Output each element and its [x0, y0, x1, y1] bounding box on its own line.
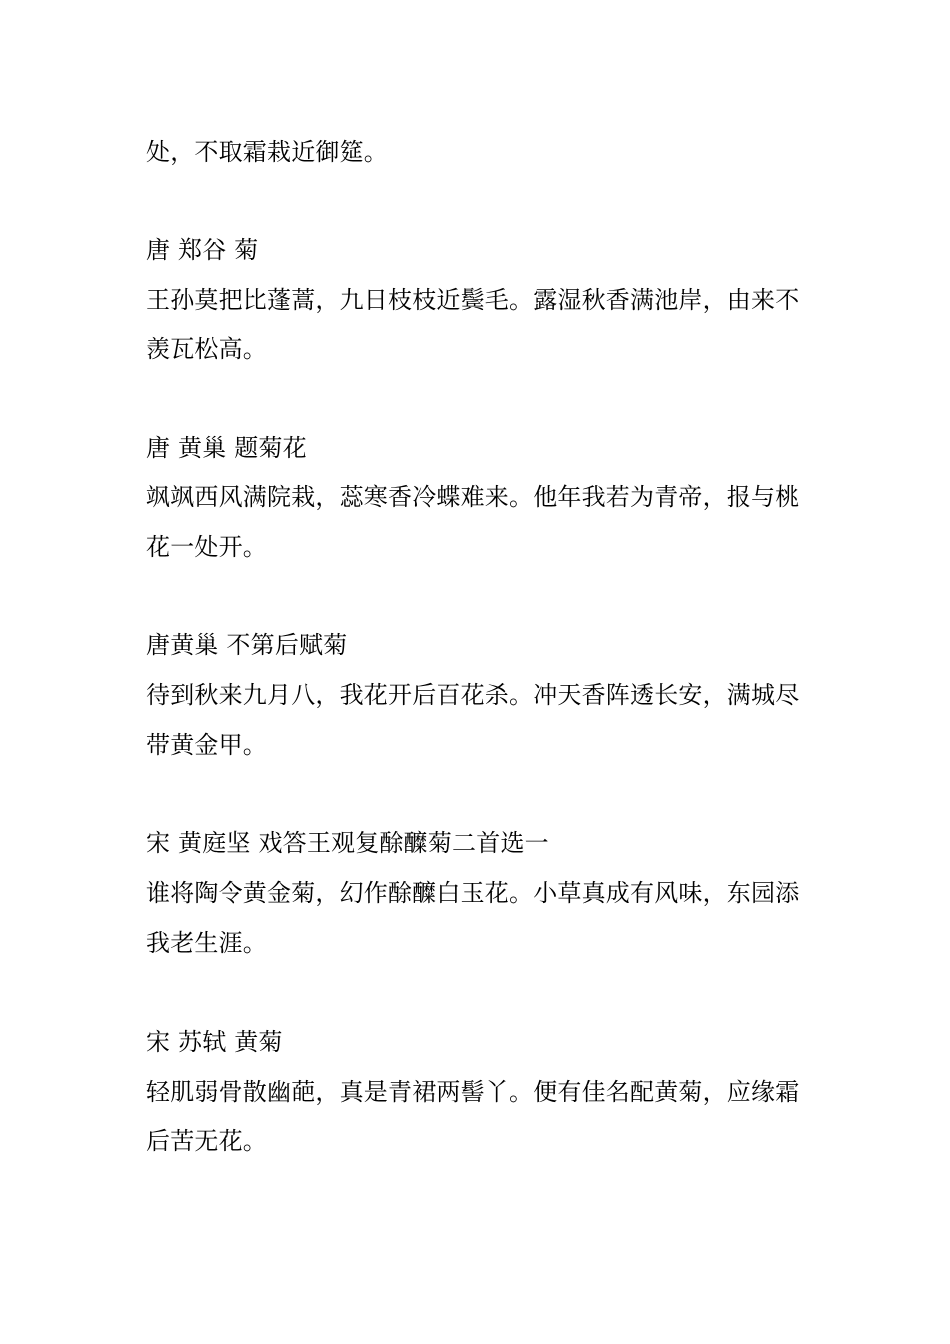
poem-line: 飒飒西风满院栽，蕊寒香冷蝶难来。他年我若为青帝，报与桃	[146, 483, 800, 511]
document-page	[146, 0, 811, 1344]
poem-line: 羡瓦松高。	[146, 335, 267, 363]
poem-line: 我老生涯。	[146, 929, 267, 957]
poem-line: 带黄金甲。	[146, 731, 267, 759]
poem-line: 轻肌弱骨散幽葩，真是青裙两髻丫。便有佳名配黄菊，应缘霜	[146, 1078, 800, 1106]
poem-line: 王孙莫把比蓬蒿，九日枝枝近鬓毛。露湿秋香满池岸，由来不	[146, 286, 800, 314]
poem-heading: 唐 郑谷 菊	[146, 236, 259, 264]
poem-heading: 唐黄巢 不第后赋菊	[146, 631, 348, 659]
poem-line: 谁将陶令黄金菊，幻作酴醾白玉花。小草真成有风味，东园添	[146, 879, 800, 907]
poem-line: 待到秋来九月八，我花开后百花杀。冲天香阵透长安，满城尽	[146, 681, 800, 709]
poem-heading: 宋 黄庭坚 戏答王观复酴醾菊二首选一	[146, 829, 549, 857]
poem-line: 花一处开。	[146, 533, 267, 561]
poem-heading: 唐 黄巢 题菊花	[146, 434, 307, 462]
poem-heading: 宋 苏轼 黄菊	[146, 1028, 283, 1056]
poem-line: 后苦无花。	[146, 1127, 267, 1155]
continuation-line: 处，不取霜栽近御筵。	[146, 138, 388, 166]
